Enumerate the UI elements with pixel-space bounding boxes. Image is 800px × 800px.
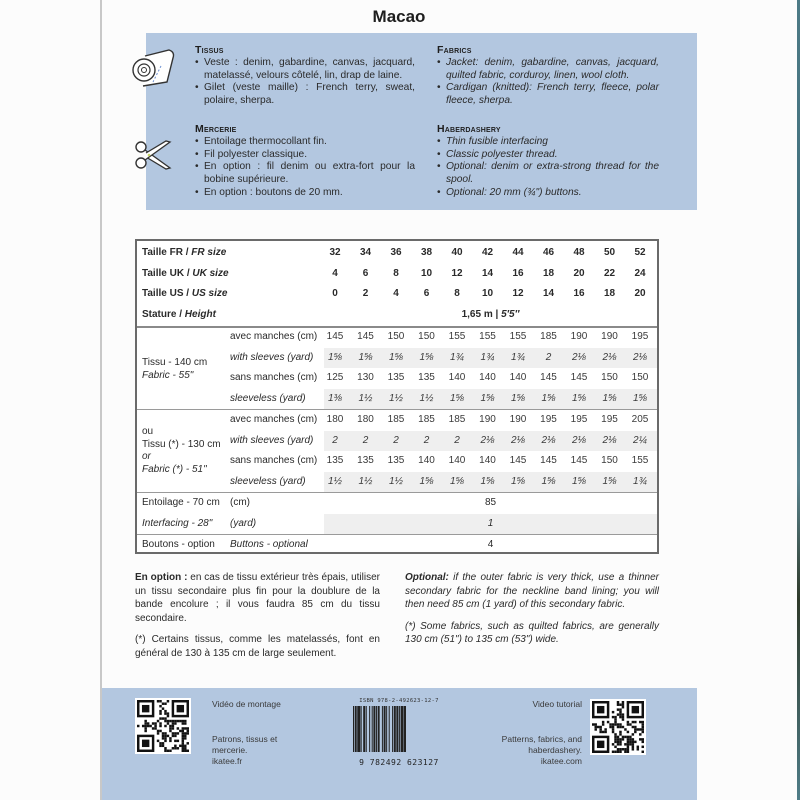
notes-fr bbox=[135, 571, 380, 668]
fabric-value: 1⅝ bbox=[572, 392, 586, 404]
fabric-value: 1⅝ bbox=[602, 475, 617, 487]
size-value: 4 bbox=[332, 267, 338, 279]
fabric-value: 185 bbox=[540, 331, 557, 342]
size-value: 8 bbox=[393, 267, 399, 279]
size-value: 44 bbox=[512, 247, 524, 258]
fabrics-heading-en: Fabrics bbox=[437, 44, 472, 56]
fabric-value: 1⅝ bbox=[541, 392, 556, 404]
optional-label-fr: En option : bbox=[135, 572, 188, 583]
interfacing-value-cm: 85 bbox=[484, 497, 497, 508]
fabric-value: 1⅝ bbox=[480, 475, 495, 487]
shop-line-2-fr: mercerie. bbox=[212, 745, 248, 755]
fabric-value: 1⅜ bbox=[328, 392, 342, 404]
site-link-en[interactable]: ikatee.com bbox=[540, 756, 582, 766]
fabric-row-label: sleeveless (yard) bbox=[230, 392, 306, 404]
fabric-value: 185 bbox=[418, 414, 435, 425]
size-value: 38 bbox=[420, 247, 433, 258]
size-row bbox=[137, 284, 657, 305]
fabric-value: 1⅝ bbox=[328, 351, 342, 363]
fabric-value: 1⅝ bbox=[572, 475, 586, 487]
fabric-value: 1⅝ bbox=[419, 351, 434, 363]
list-item: • Optional: 20 mm (¾") buttons. bbox=[437, 187, 659, 200]
fabric-value: 190 bbox=[509, 414, 527, 425]
buttons-row bbox=[137, 535, 657, 556]
list-item: • En option : fil denim ou extra-fort pour la bobine supérieure. bbox=[195, 161, 415, 187]
fabric-row bbox=[137, 348, 657, 369]
fabric-value: 2⅛ bbox=[602, 434, 617, 446]
list-item: • Entoilage thermocollant fin. bbox=[195, 136, 415, 149]
fabric-value: 1⅝ bbox=[633, 392, 647, 404]
fabric-value: 195 bbox=[631, 331, 649, 342]
fabric-value: 180 bbox=[326, 414, 344, 425]
video-label-fr: Vidéo de montage bbox=[212, 699, 281, 709]
size-value: 8 bbox=[454, 288, 460, 299]
fabric-value: 1¾ bbox=[450, 351, 464, 363]
fabric-value: 140 bbox=[479, 455, 496, 466]
fabric-value: 2⅛ bbox=[572, 351, 586, 363]
fabric-value: 1⅝ bbox=[511, 392, 525, 404]
fabric-value: 2 bbox=[362, 434, 369, 446]
fabric-value: 135 bbox=[326, 455, 344, 466]
fabric-row-label: avec manches (cm) bbox=[230, 414, 318, 425]
fabric-value: 155 bbox=[479, 331, 496, 342]
fabric-value: 130 bbox=[357, 372, 374, 383]
size-value: 6 bbox=[362, 267, 369, 279]
fabric-value: 2 bbox=[545, 351, 552, 363]
haberdashery-section-en bbox=[437, 123, 659, 200]
barcode-digits: 9 782492 623127 bbox=[359, 758, 439, 767]
fabric-row bbox=[137, 327, 657, 348]
fabric-value: 145 bbox=[540, 455, 557, 466]
size-value: 10 bbox=[481, 288, 494, 299]
fabrics-heading-fr: Tissus bbox=[195, 44, 224, 56]
height-value: 1,65 m | 5′5″ bbox=[461, 308, 520, 320]
size-value: 12 bbox=[451, 267, 463, 279]
size-value: 36 bbox=[390, 247, 402, 258]
size-value: 40 bbox=[451, 247, 463, 258]
fabric-value: 140 bbox=[509, 372, 527, 383]
size-value: 6 bbox=[423, 288, 430, 299]
fabric-140-label: Tissu - 140 cm Fabric - 55" bbox=[142, 357, 208, 381]
size-value: 16 bbox=[573, 288, 585, 299]
fabric-value: 1⅝ bbox=[541, 475, 556, 487]
page-edge bbox=[100, 0, 102, 800]
shop-line-2-en: haberdashery. bbox=[528, 745, 582, 755]
fabric-value: 1⅝ bbox=[450, 392, 464, 404]
list-item: • Gilet (veste maille) : French terry, sweat, polaire, sherpa. bbox=[195, 82, 415, 108]
isbn-text: ISBN 978-2-492623-12-7 bbox=[359, 698, 439, 704]
size-value: 22 bbox=[603, 267, 616, 279]
size-value: 42 bbox=[481, 247, 494, 258]
size-row bbox=[137, 264, 657, 285]
barcode-icon bbox=[352, 706, 422, 752]
qr-code-fr[interactable] bbox=[135, 698, 191, 754]
size-row-label: Taille US / US size bbox=[142, 288, 228, 299]
fabric-value: 135 bbox=[387, 455, 405, 466]
shop-line-1-en: Patterns, fabrics, and bbox=[501, 734, 582, 744]
fabric-value: 155 bbox=[448, 331, 466, 342]
haberdashery-section-fr bbox=[195, 123, 415, 200]
optional-label-en: Optional: bbox=[405, 572, 449, 583]
interfacing-label-fr: Entoilage - 70 cm bbox=[142, 497, 220, 508]
size-value: 0 bbox=[332, 288, 338, 299]
site-link-fr[interactable]: ikatee.fr bbox=[212, 756, 243, 766]
haberdashery-heading-en: Haberdashery bbox=[437, 123, 501, 135]
fabric-value: 2 bbox=[332, 434, 338, 446]
fabric-value: 145 bbox=[570, 455, 588, 466]
list-item: • Cardigan (knitted): French terry, fleece, polar fleece, sherpa. bbox=[437, 82, 659, 108]
fabric-value: 190 bbox=[479, 414, 496, 425]
size-value: 50 bbox=[603, 247, 616, 258]
list-item: • En option : boutons de 20 mm. bbox=[195, 187, 415, 200]
list-item: • Veste : denim, gabardine, canvas, jacquard, matelassé, velours côtelé, lin, drap de laine. bbox=[195, 57, 415, 83]
fabric-value: 150 bbox=[418, 331, 435, 342]
fabrics-section-en bbox=[437, 44, 659, 108]
fabric-value: 1⅝ bbox=[480, 392, 495, 404]
fabric-value: 135 bbox=[418, 372, 435, 383]
page-title: Macao bbox=[372, 7, 426, 26]
buttons-label-fr: Boutons - option bbox=[142, 538, 215, 550]
fabric-value: 135 bbox=[387, 372, 405, 383]
fabric-value: 155 bbox=[509, 331, 527, 342]
fabric-value: 1⅝ bbox=[419, 475, 434, 487]
interfacing-yard-row bbox=[137, 514, 657, 535]
fabric-value: 140 bbox=[418, 455, 435, 466]
fabric-value: 150 bbox=[601, 372, 618, 383]
footnote-fr: (*) Certains tissus, comme les matelassés, font en général de 130 à 135 cm de large seulement. bbox=[135, 634, 380, 659]
size-value: 10 bbox=[420, 267, 433, 279]
fabric-130-label: ou Tissu (*) - 130 cm or Fabric (*) - 51" bbox=[142, 426, 221, 475]
size-value: 24 bbox=[634, 267, 646, 279]
fabric-value: 125 bbox=[326, 372, 344, 383]
size-value: 16 bbox=[512, 267, 524, 279]
size-value: 18 bbox=[542, 267, 555, 279]
fabric-value: 140 bbox=[448, 455, 466, 466]
video-label-en: Video tutorial bbox=[532, 699, 582, 709]
fabric-value: 2⅛ bbox=[541, 434, 556, 446]
footnote-en: (*) Some fabrics, such as quilted fabrics, are generally 130 cm (51") to 135 cm (53") wide. bbox=[405, 620, 659, 645]
size-value: 12 bbox=[512, 288, 524, 299]
list-item: • Thin fusible interfacing bbox=[437, 136, 659, 149]
buttons-value: 4 bbox=[487, 538, 494, 550]
fabric-value: 2 bbox=[393, 434, 399, 446]
haberdashery-heading-fr: Mercerie bbox=[195, 123, 237, 135]
size-row-label: Taille FR / FR size bbox=[142, 247, 227, 258]
interfacing-row bbox=[137, 493, 657, 514]
fabric-value: 2⅛ bbox=[480, 434, 495, 446]
qr-code-icon bbox=[137, 700, 189, 752]
fabric-value: 195 bbox=[601, 414, 618, 425]
shop-text-fr bbox=[212, 734, 277, 767]
fabric-row bbox=[137, 389, 657, 410]
list-item: • Fil polyester classique. bbox=[195, 149, 415, 162]
fabric-value: 205 bbox=[631, 414, 649, 425]
fabric-value: 145 bbox=[509, 455, 527, 466]
shop-line-1-fr: Patrons, tissus et bbox=[212, 734, 278, 744]
fabric-value: 2¼ bbox=[633, 434, 647, 446]
interfacing-unit-yard: (yard) bbox=[230, 517, 257, 529]
fabric-row-label: with sleeves (yard) bbox=[230, 351, 314, 363]
isbn-barcode bbox=[352, 698, 446, 768]
list-item: • Optional: denim or extra-strong thread for the spool. bbox=[437, 161, 659, 187]
fabric-value: 185 bbox=[448, 414, 466, 425]
fabric-value: 2⅛ bbox=[602, 351, 617, 363]
fabric-value: 1⅝ bbox=[358, 351, 373, 363]
size-value: 14 bbox=[542, 288, 555, 299]
fabric-value: 145 bbox=[570, 372, 588, 383]
size-value: 20 bbox=[634, 288, 646, 299]
interfacing-value-yard: 1 bbox=[487, 517, 494, 529]
fabric-row-label: with sleeves (yard) bbox=[230, 434, 314, 446]
fabric-value: 145 bbox=[540, 372, 557, 383]
notes-en bbox=[405, 571, 659, 655]
fabric-row-label: avec manches (cm) bbox=[230, 331, 318, 342]
qr-code-en[interactable] bbox=[590, 699, 646, 755]
qr-code-icon bbox=[592, 701, 644, 753]
size-row-label: Taille UK / UK size bbox=[142, 267, 229, 279]
size-value: 32 bbox=[329, 247, 341, 258]
fabric-value: 135 bbox=[357, 455, 374, 466]
fabric-value: 1¾ bbox=[511, 351, 525, 363]
fabric-value: 1½ bbox=[389, 392, 403, 404]
fabric-row-label: sans manches (cm) bbox=[230, 455, 318, 466]
interfacing-label-en: Interfacing - 28" bbox=[142, 517, 213, 529]
fabric-value: 140 bbox=[448, 372, 466, 383]
fabric-value: 150 bbox=[631, 372, 649, 383]
height-label: Stature / Height bbox=[142, 308, 216, 320]
fabric-value: 195 bbox=[540, 414, 557, 425]
fabric-value: 1⅝ bbox=[450, 475, 464, 487]
fabric-value: 1½ bbox=[358, 475, 373, 487]
fabric-value: 145 bbox=[326, 331, 344, 342]
fabric-value: 1⅝ bbox=[389, 351, 403, 363]
size-value: 2 bbox=[362, 288, 369, 299]
fabric-value: 1½ bbox=[389, 475, 403, 487]
fabric-value: 180 bbox=[357, 414, 374, 425]
fabrics-section-fr bbox=[195, 44, 415, 108]
fabric-value: 1⅝ bbox=[602, 392, 617, 404]
size-value: 18 bbox=[603, 288, 616, 299]
scissors-icon bbox=[134, 138, 174, 172]
fabric-value: 140 bbox=[479, 372, 496, 383]
fabric-value: 150 bbox=[601, 455, 618, 466]
fabric-value: 1⅝ bbox=[511, 475, 525, 487]
fabric-value: 2 bbox=[423, 434, 430, 446]
fabric-roll-icon bbox=[131, 46, 177, 88]
fabric-value: 190 bbox=[570, 331, 588, 342]
buttons-label-en: Buttons - optional bbox=[230, 538, 308, 550]
list-item: • Classic polyester thread. bbox=[437, 149, 659, 162]
fabric-row-label: sleeveless (yard) bbox=[230, 475, 306, 487]
fabric-value: 145 bbox=[357, 331, 374, 342]
fabric-value: 1½ bbox=[358, 392, 373, 404]
size-value: 14 bbox=[481, 267, 494, 279]
fabric-value: 1¾ bbox=[480, 351, 495, 363]
size-value: 52 bbox=[634, 247, 646, 258]
size-value: 20 bbox=[573, 267, 585, 279]
shop-text-en bbox=[470, 734, 582, 767]
size-table bbox=[135, 239, 659, 554]
fabric-value: 1½ bbox=[328, 475, 342, 487]
fabric-value: 2⅛ bbox=[511, 434, 525, 446]
fabric-row bbox=[137, 368, 657, 389]
size-value: 48 bbox=[573, 247, 585, 258]
fabric-value: 2⅛ bbox=[633, 351, 647, 363]
fabric-value: 150 bbox=[387, 331, 405, 342]
fabric-row-label: sans manches (cm) bbox=[230, 372, 318, 383]
size-value: 4 bbox=[393, 288, 399, 299]
list-item: • Jacket: denim, gabardine, canvas, jacquard, quilted fabric, corduroy, linen, wool cloth. bbox=[437, 57, 659, 83]
fabric-value: 1½ bbox=[419, 392, 434, 404]
fabric-value: 195 bbox=[570, 414, 588, 425]
optional-note-en: if the outer fabric is very thick, use a thinner secondary fabric for the neckline band lining; you will then need 85 cm (1 yard) of this secondary fabric. bbox=[405, 572, 659, 610]
fabric-value: 155 bbox=[631, 455, 649, 466]
interfacing-unit-cm: (cm) bbox=[230, 497, 250, 508]
size-value: 34 bbox=[359, 247, 372, 258]
fabric-value: 2⅛ bbox=[572, 434, 586, 446]
fabric-value: 190 bbox=[601, 331, 618, 342]
fabric-value: 2 bbox=[454, 434, 460, 446]
fabric-value: 1¾ bbox=[633, 475, 647, 487]
size-row bbox=[137, 243, 657, 264]
fabric-value: 185 bbox=[387, 414, 405, 425]
optional-note-fr: en cas de tissu extérieur très épais, utiliser un tissu secondaire plus fin pour la doublure de la bande encolure ; il vous faudra 85 cm du tissu secondaire. bbox=[135, 572, 380, 624]
size-value: 46 bbox=[542, 247, 555, 258]
height-row bbox=[137, 305, 657, 326]
